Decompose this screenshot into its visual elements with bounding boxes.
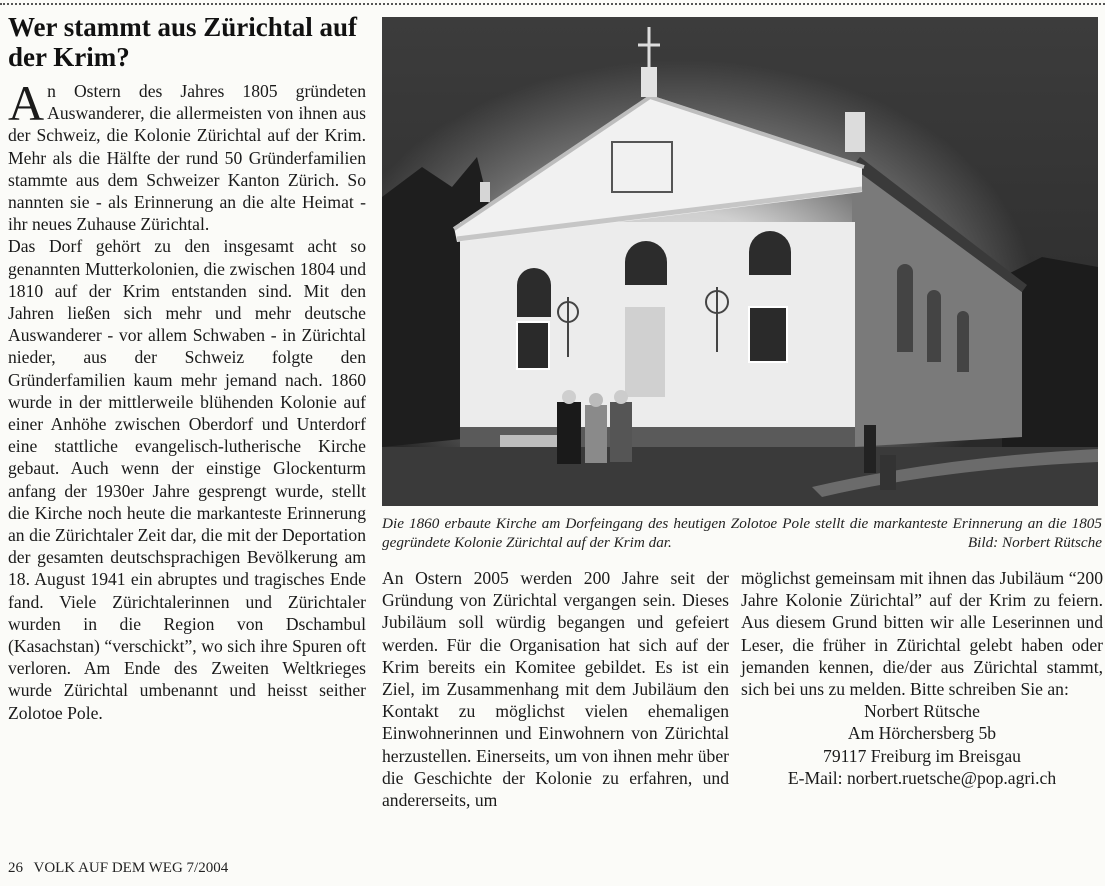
page-footer	[8, 860, 228, 877]
headline: Wer stammt aus Zürichtal auf der Krim?	[8, 12, 357, 72]
column-3-text: möglichst gemeinsam mit ihnen das Jubiläum “200 Jahre Kolonie Zürichtal” auf der Krim zu feiern. Aus diesem Grund bitten wir alle Leserinnen und Leser, die früher in Zürichtal gelebt haben oder jemanden kennen, die/der aus Zürichtal stammt, sich bei uns zu melden. Bitte schreiben Sie an:	[741, 568, 1103, 700]
column-2	[382, 567, 729, 811]
page-number: 26	[8, 860, 23, 876]
church-photo	[382, 17, 1098, 506]
paragraph-1-text: n Ostern des Jahres 1805 gründeten Auswanderer, die allermeisten von ihnen aus der Schweiz, die Kolonie Zürichtal auf der Krim. Mehr als die Hälfte der rund 50 Gründerfamilien stammte aus dem Schweizer Kanton Zürich. So nannten sie - als Erinnerung an die alte Heimat - ihr neues Zuhause Zürichtal.	[8, 81, 366, 235]
contact-email: E-Mail: norbert.ruetsche@pop.agri.ch	[787, 767, 1057, 788]
column-3	[741, 567, 1103, 789]
contact-address	[741, 700, 1103, 789]
contact-street: Am Hörchersberg 5b	[847, 723, 997, 744]
paragraph-2: Das Dorf gehört zu den insgesamt acht so genannten Mutterkolonien, die zwischen 1804 und 1810 auf der Krim entstanden sind. Mit den Jahren ließen sich mehr und mehr deutsche Auswanderer - vor allem Schwaben - in Zürichtal nieder, aus der Schweiz folgte den Gründerfamilien kaum mehr jemand nach. 1860 wurde in der mittlerweile blühenden Kolonie auf einer Anhöhe zwischen Oberdorf und Unterdorf eine stattliche evangelisch-lutherische Kirche gebaut. Auch wenn der einstige Glockenturm anfang der 1930er Jahre gesprengt wurde, stellt die Kirche noch heute die markanteste Erinnerung an die Zürichtaler Zeit dar, die mit der Deportation der gesamten deutschsprachigen Bevölkerung am 18. August 1941 ein abruptes und tragisches Ende fand. Viele Zürichtalerinnen und Zürichtaler wurden in die Region von Dschambul (Kasachstan) “verschickt”, wo sich ihre Spuren oft verloren. Am Ende des Zweiten Weltkrieges wurde Zürichtal umbenannt und heisst seither Zolotoe Pole.	[8, 236, 366, 723]
publication-name: VOLK AUF DEM WEG 7/2004	[33, 860, 229, 876]
church-illustration	[382, 17, 1098, 506]
contact-name: Norbert Rütsche	[864, 701, 980, 722]
column-2-text: An Ostern 2005 werden 200 Jahre seit der Gründung von Zürichtal vergangen sein. Dieses Jubiläum soll würdig begangen und gefeiert werden. Für die Organisation hat sich auf der Krim bereits ein Komitee gebildet. Es ist ein Ziel, im Zusammenhang mit dem Jubiläum den Kontakt zu möglichst vielen ehemaligen Einwohnerinnen und Einwohnern von Zürichtal herzustellen. Einerseits, um von ihnen mehr über die Geschichte der Kolonie zu erfahren, und andererseits, um	[382, 568, 729, 811]
photo-caption	[382, 514, 1102, 552]
photo-credit: Bild: Norbert Rütsche	[967, 534, 1102, 551]
top-dotted-rule	[0, 3, 1105, 5]
contact-city: 79117 Freiburg im Breisgau	[823, 745, 1021, 766]
paragraph-1	[8, 75, 366, 235]
drop-cap: A	[8, 75, 45, 131]
left-column	[8, 12, 366, 724]
caption-text: Die 1860 erbaute Kirche am Dorfeingang des heutigen Zolotoe Pole stellt die markanteste Erinnerung an die 1805 gegründete Kolonie Zürichtal auf der Krim dar.	[382, 515, 1102, 551]
